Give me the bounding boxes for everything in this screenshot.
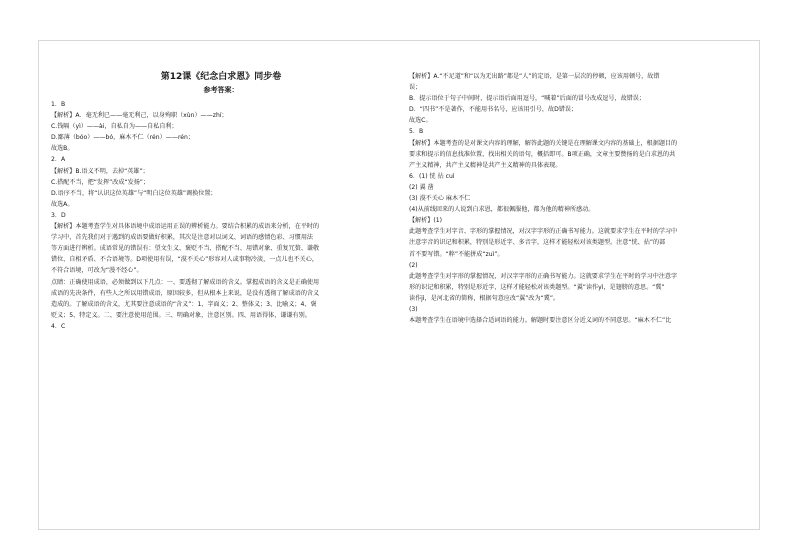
text-line: 【解析】B.语义不明，去掉“英雄”；: [51, 167, 149, 175]
text-line: 【解析】(1): [409, 217, 443, 225]
text-line: (2): [409, 261, 418, 269]
text-line: D．“四书”不是著作，不能用书名号，应该用引号，故D错误；: [409, 106, 578, 114]
text-line: 点睛：正确使用成语，必须做到以下几点：一、要透彻了解成语的含义。掌握成语的含义是正确使用: [51, 278, 320, 286]
text-line: 【解析】本题考查学生对具体语境中成语运用正误的辨析能力。要结合积累的成语来分析，在平时的: [51, 223, 320, 231]
document-page: [38, 40, 760, 530]
text-line: (4)从前线回来的人说到白求恩，都很佩服他，都为他的精神所感动。: [409, 206, 595, 214]
text-line: C.搭配不当，把“发挥”改成“发扬”；: [51, 178, 150, 186]
text-line: 形的识记和积累，特别是形近字，这样才能轻松对该类题型。“翼”读作yì，是翅膀的意思。“冀”: [409, 283, 665, 291]
text-line: 误；: [409, 84, 422, 92]
text-line: 此题考查学生对字音、字形的掌握情况，对汉字字形的正确书写能力。这就要求学生在平时的学习中: [409, 228, 678, 236]
text-line: 读作jì，是河北省的简称，根据句意应改“翼”改为“冀”。: [409, 294, 560, 302]
text-line: C.钱嗝（yì）——ài，自私自为——自私自利；: [51, 123, 178, 131]
page-subtitle: 参考答案：: [203, 86, 239, 94]
left-text-block: [51, 99, 391, 332]
text-line: 首不要写错。“粹”不能拼成“zuì”。: [409, 250, 504, 258]
text-line: 【解析】A．毫无利已——毫无利己，以身殉职（xùn）——zhí；: [51, 112, 228, 120]
text-line: 不符合语境，可改为“漫不经心”。: [51, 267, 143, 275]
text-line: 造成的。了解成语的含义，尤其要注意成语的“含义”：1、字面义；2、整体义；3、比喻义；4、褒: [51, 300, 317, 308]
text-line: 故选A。: [51, 200, 74, 208]
text-line: D.鄙薄（bóo）——bó，麻木不仁（rén）——rén；: [51, 134, 195, 142]
text-line: 1．B: [51, 101, 66, 108]
text-line: 本题考查学生在语境中选择合适词语的能力。解题时要注意区分近义词的不同意思。“麻木不仁”比: [409, 317, 672, 325]
text-line: 2．A: [51, 156, 66, 164]
text-line: 5．B: [409, 128, 424, 136]
right-column: [401, 41, 757, 529]
text-line: (3) 漠不关心 麻木不仁: [409, 195, 471, 203]
text-line: (3): [409, 305, 418, 313]
text-line: 4．C: [51, 322, 66, 330]
text-line: 【解析】本题考查的是对课文内容的理解，解答此题的关键是在理解课文内容的基础上，根据题目的: [409, 139, 678, 147]
text-line: 贬义；5、特定义。二、要注意使用范围。三、明确对象，注意区别。四、用语得体，谦谦有别。: [51, 311, 311, 319]
text-line: 等方面进行辨析。成语常见的错误有：望文生义、褒贬不当、搭配不当、用错对象、重复冗赘、谦敬: [51, 245, 320, 253]
text-line: 6．(1) 恍 拈 cuì: [409, 172, 455, 180]
text-line: 要求和提示的信息找准位置，找出相关的语句，概括即可。B项正确，文章主要赞扬的是白求恩的共: [409, 150, 676, 158]
text-line: (2) 翼 凿: [409, 183, 434, 191]
text-line: 成语的先决条件，有些人之所以用错成语，原因较多，但从根本上来说，是没有透彻了解成语的含义: [51, 289, 320, 297]
text-line: 产主义精神，共产主义精神是共产主义精神的具体表现。: [409, 161, 562, 169]
text-line: 注意字音的识记和积累，特别是形近字、多音字，这样才能轻松对该类题型。注意“恍、拈”的部: [409, 239, 666, 247]
text-line: 【解析】A.“不足道”和“以为无出路”都是“人”的定语，是第一层次的停顿，应该用顿号，故错: [409, 73, 660, 80]
text-line: 学习中，首先我们对于遇到的成语要做好积累，其次是注意对以词义、词语的感情色彩、习惯用法: [51, 234, 314, 242]
page-title: 第12课《纪念白求恩》同步卷: [160, 72, 282, 82]
text-line: 故选B。: [51, 145, 74, 153]
right-text-block: [409, 71, 751, 326]
text-line: 故选C。: [409, 117, 432, 125]
text-line: D.语序不当，将“认识这位英雄”与“明白这位英雄”调换位置；: [51, 189, 217, 197]
left-column: [39, 41, 397, 529]
text-line: 错位、自相矛盾、不合语境等。D项使用有误，“漠不关心”形容对人或事物冷淡，一点儿也不关心，: [51, 256, 318, 264]
text-line: 此题考查学生对字形的掌握情况，对汉字字形的正确书写能力。这就要求学生在平时的学习中注意字: [409, 272, 678, 280]
text-line: B．提示语位于句子中间时，提示语后面用逗号，“喊着”后面的冒号改成逗号，故错误；: [409, 95, 645, 103]
text-line: 3．D: [51, 211, 66, 219]
